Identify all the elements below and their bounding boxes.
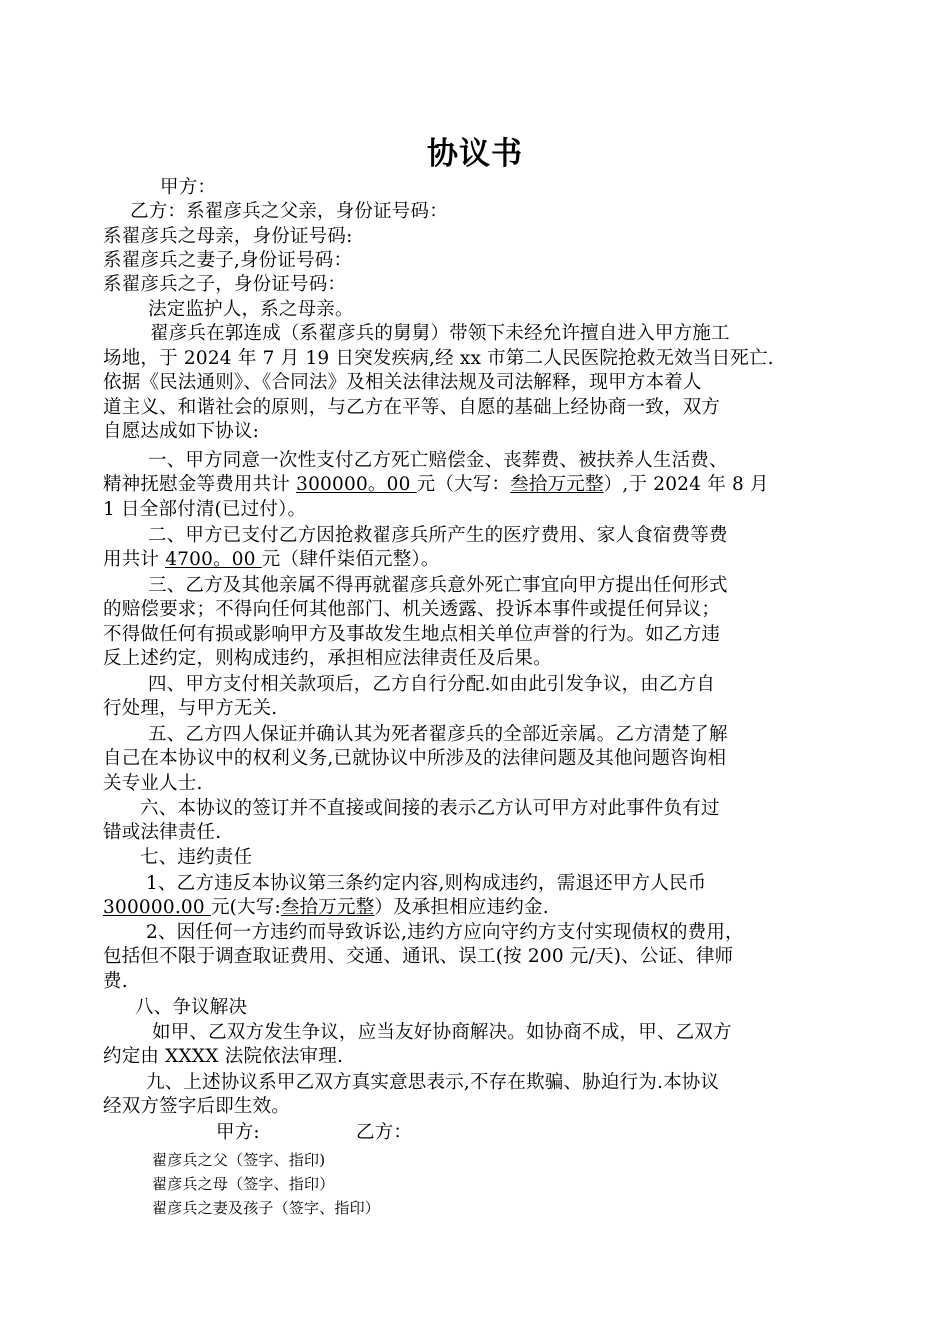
clause-2-text: 用共计 xyxy=(103,549,166,570)
guardian-note: 法定监护人，系之母亲。 xyxy=(148,299,354,320)
clause-1-line xyxy=(103,473,769,497)
clause-2-line: 二、甲方已支付乙方因抢救翟彦兵所产生的医疗费用、家人食宿费等费 xyxy=(148,525,728,546)
clause-4-line: 行处理，与甲方无关. xyxy=(103,698,278,719)
party-b-father: 乙方：系翟彦兵之父亲，身份证号码： xyxy=(130,201,448,222)
document-title: 协议书 xyxy=(427,136,523,172)
clause-7-heading: 七、违约责任 xyxy=(140,847,253,868)
clause-1-text: 元（大写： xyxy=(416,474,511,495)
clause-5-line: 自己在本协议中的权利义务,已就协议中所涉及的法律问题及其他问题咨询相 xyxy=(103,748,727,769)
clause-9-line: 九、上述协议系甲乙双方真实意思表示,不存在欺骗、胁迫行为.本协议 xyxy=(146,1072,720,1093)
intro-line: 自愿达成如下协议: xyxy=(103,421,260,442)
clause-6-line: 六、本协议的签订并不直接或间接的表示乙方认可甲方对此事件负有过 xyxy=(140,798,720,819)
clause-8-line: 如甲、乙双方发生争议，应当友好协商解决。如协商不成，甲、乙双方 xyxy=(152,1022,732,1043)
clause-1-line: 一、甲方同意一次性支付乙方死亡赔偿金、丧葬费、被扶养人生活费、 xyxy=(148,450,728,471)
intro-line: 场地，于 2024 年 7 月 19 日突发疾病,经 xx 市第二人民医院抢救无效当日死亡. xyxy=(103,348,774,369)
clause-3-line: 的赔偿要求；不得向任何其他部门、机关透露、投诉本事件或提任何异议； xyxy=(103,599,721,620)
clause-8-line: 约定由 XXXX 法院依法审理. xyxy=(103,1046,344,1067)
clause-3-line: 三、乙方及其他亲属不得再就翟彦兵意外死亡事宜向甲方提出任何形式 xyxy=(148,575,728,596)
clause-7-item-1 xyxy=(103,896,549,920)
clause-7-item-1: 1、乙方违反本协议第三条约定内容,则构成违约，需退还甲方人民币 xyxy=(146,873,707,894)
signature-mother: 翟彦兵之母（签字、指印） xyxy=(152,1175,335,1193)
clause-3-line: 不得做任何有损或影响甲方及事故发生地点相关单位声誉的行为。如乙方违 xyxy=(103,624,721,645)
intro-line: 依据《民法通则》、《合同法》及相关法律法规及司法解释，现甲方本着人 xyxy=(103,372,702,393)
clause-7-text: ）及承担相应违约金. xyxy=(374,897,549,918)
clause-2-line xyxy=(103,548,440,572)
party-b-son: 系翟彦兵之子，身份证号码： xyxy=(103,274,347,295)
clause-1-line: 1 日全部付清(已过付）。 xyxy=(103,499,307,520)
signature-wife-child: 翟彦兵之妻及孩子（签字、指印） xyxy=(152,1199,381,1217)
signature-father: 翟彦兵之父（签字、指印) xyxy=(152,1151,326,1169)
party-a-label: 甲方： xyxy=(160,177,217,198)
intro-line: 道主义、和谐社会的原则，与乙方在平等、自愿的基础上经协商一致，双方 xyxy=(103,397,721,418)
party-b-mother: 系翟彦兵之母亲，身份证号码: xyxy=(103,226,353,247)
clause-6-line: 错或法律责任. xyxy=(103,822,222,843)
clause-1-text: ）,于 2024 年 8 月 xyxy=(603,474,769,495)
clause-5-line: 五、乙方四人保证并确认其为死者翟彦兵的全部近亲属。乙方清楚了解 xyxy=(148,724,728,745)
signature-party-b: 乙方： xyxy=(356,1122,413,1143)
clause-1-text: 精神抚慰金等费用共计 xyxy=(103,474,297,495)
party-b-wife: 系翟彦兵之妻子,身份证号码： xyxy=(103,250,353,271)
clause-8-heading: 八、争议解决 xyxy=(135,997,248,1018)
clause-7-item-2: 2、因任何一方违约而导致诉讼,违约方应向守约方支付实现债权的费用， xyxy=(146,922,744,943)
compensation-amount-words: 叁拾万元整 xyxy=(510,474,604,495)
refund-amount-words: 叁拾万元整 xyxy=(280,897,375,918)
clause-2-text: 元（肆仟柒佰元整）。 xyxy=(261,549,440,570)
clause-3-line: 反上述约定，则构成违约，承担相应法律责任及后果。 xyxy=(103,648,552,669)
clause-5-line: 关专业人士. xyxy=(103,773,203,794)
clause-7-item-2: 费. xyxy=(103,971,128,992)
compensation-amount: 300000。00 xyxy=(296,474,417,495)
clause-4-line: 四、甲方支付相关款项后，乙方自行分配.如由此引发争议，由乙方自 xyxy=(148,674,716,695)
clause-9-line: 经双方签字后即生效。 xyxy=(103,1096,291,1117)
medical-amount: 4700。00 xyxy=(165,549,262,570)
signature-party-a: 甲方: xyxy=(216,1122,260,1143)
clause-7-text: 元(大写: xyxy=(210,897,281,918)
clause-7-item-2: 包括但不限于调查取证费用、交通、通讯、误工(按 200 元/天)、公证、律师 xyxy=(103,946,734,967)
refund-amount: 300000.00 xyxy=(103,897,211,918)
intro-line: 翟彦兵在郭连成（系翟彦兵的舅舅）带领下未经允许擅自进入甲方施工 xyxy=(150,323,730,344)
